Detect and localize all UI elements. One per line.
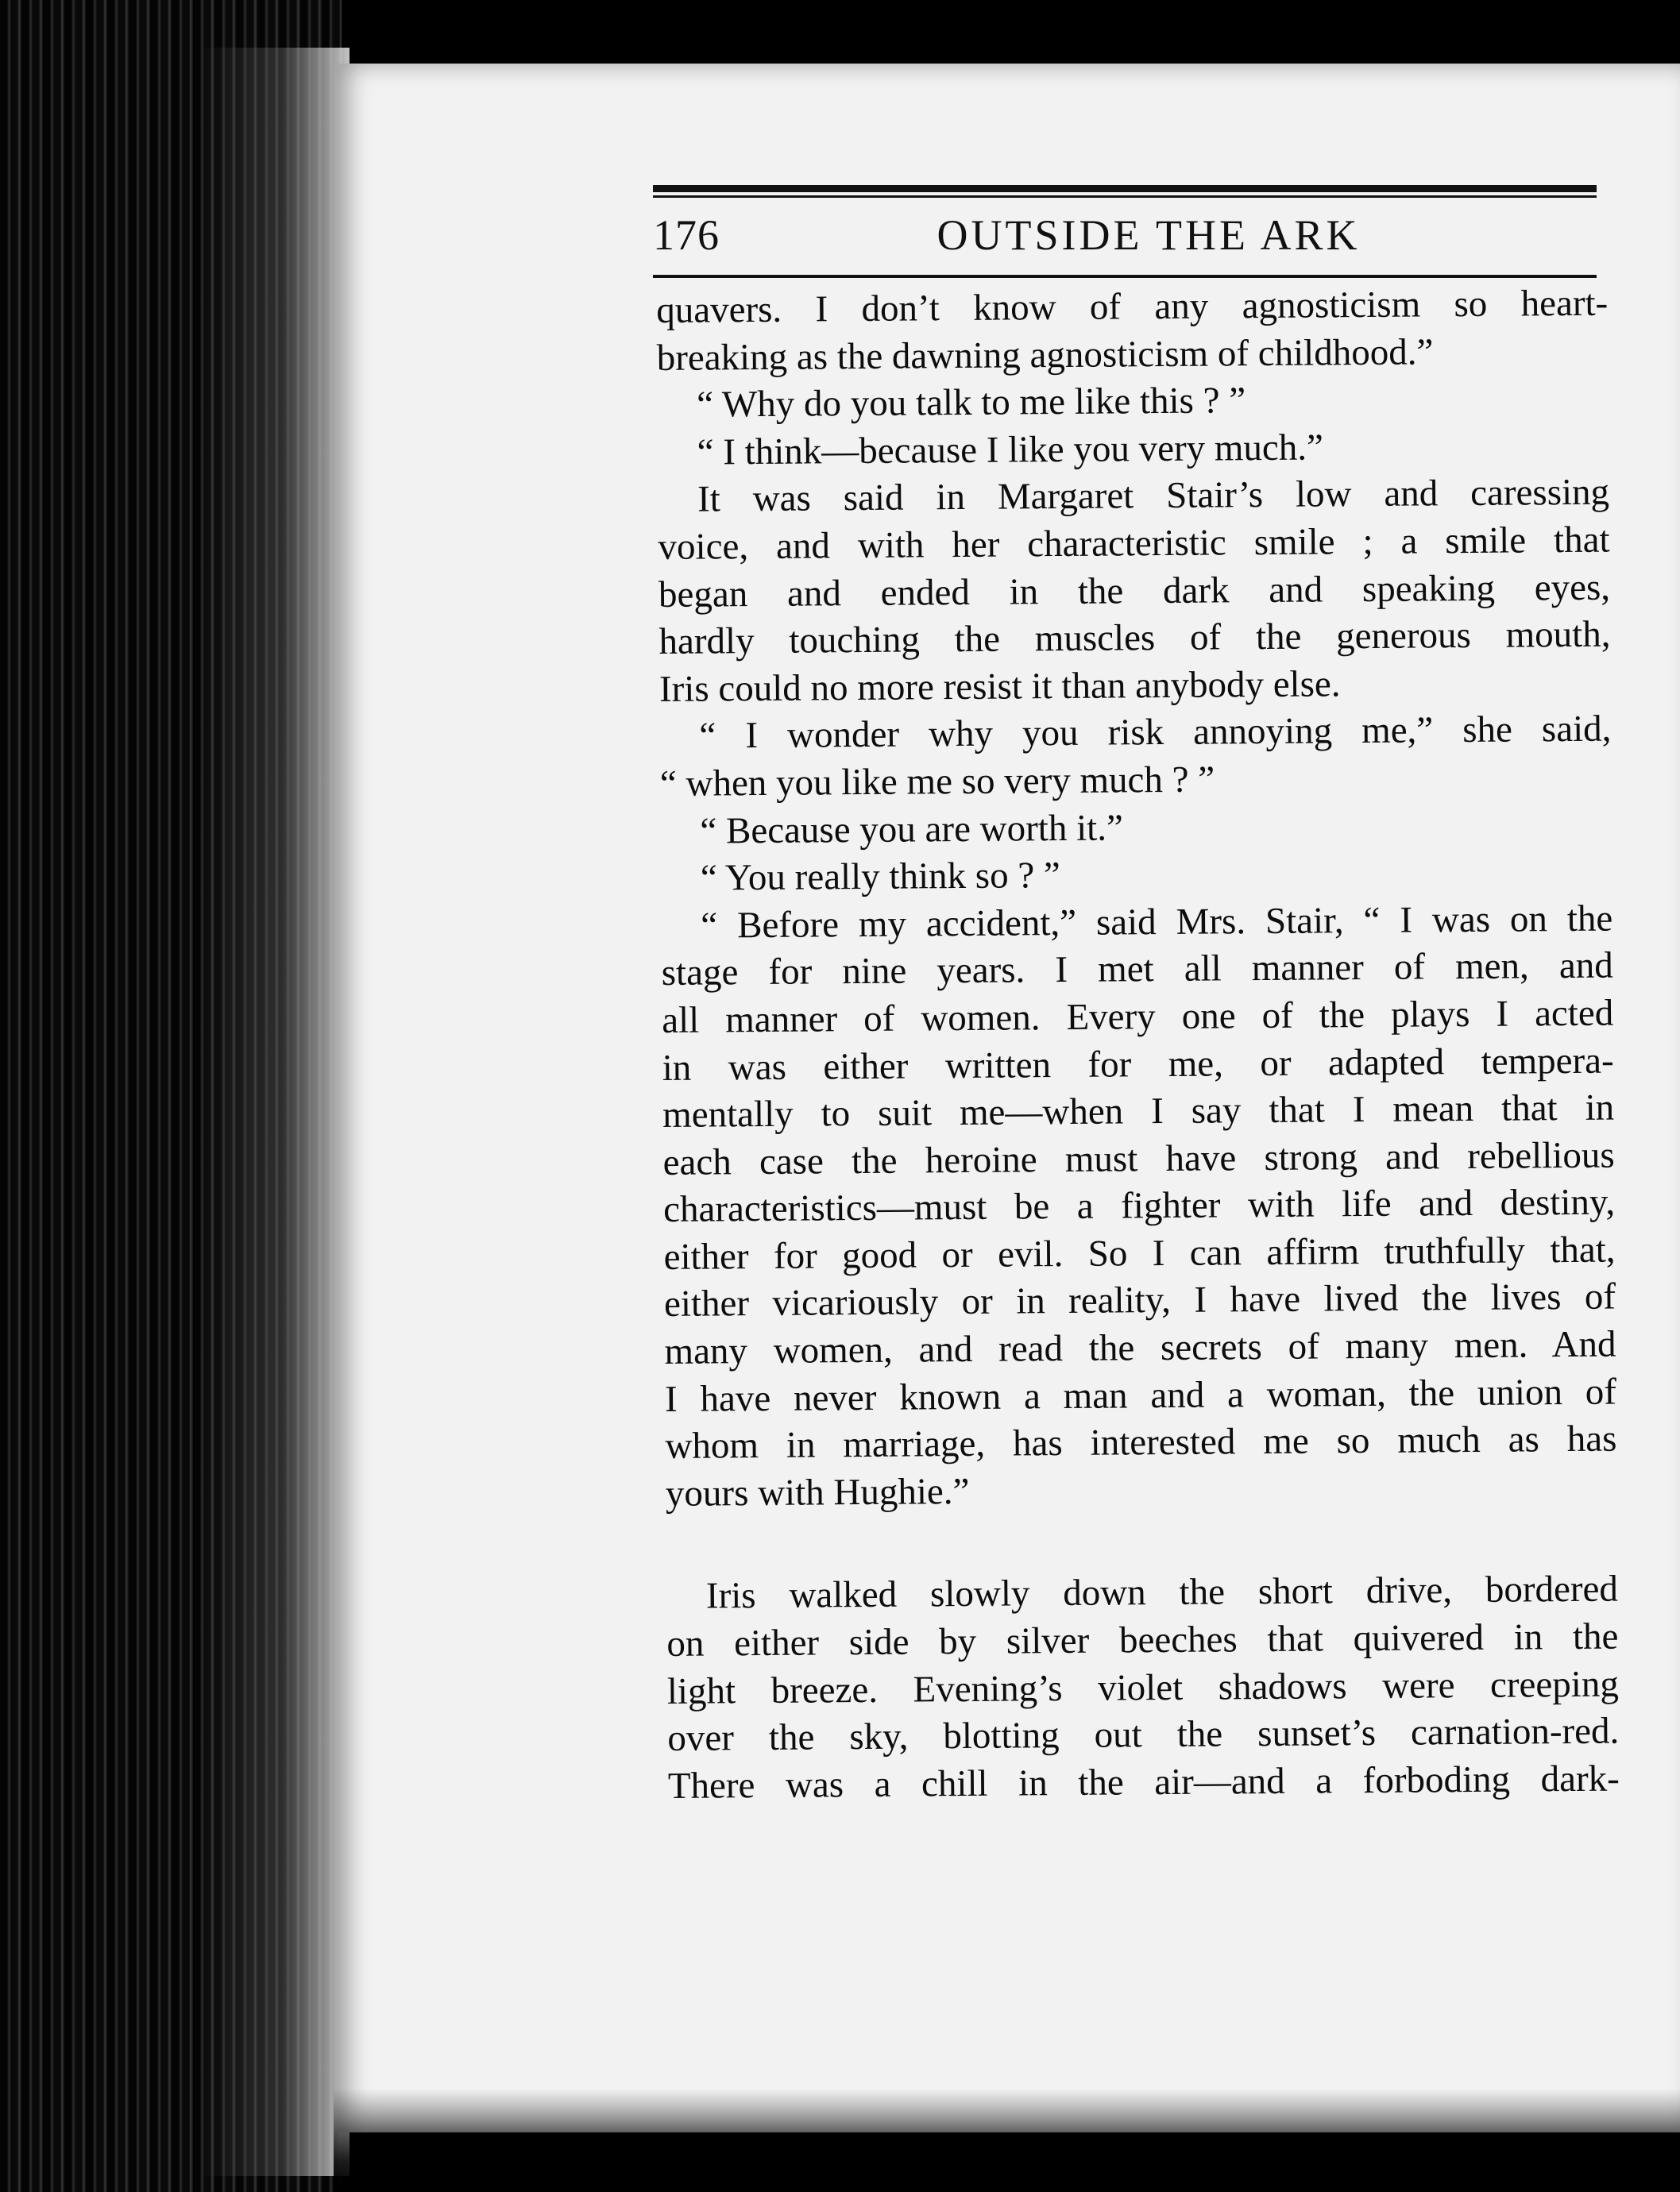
text-line: either vicariously or in reality, I have lived the lives of <box>663 1276 1616 1326</box>
header-rule-thick <box>653 185 1597 192</box>
text-line: each case the heroine must have strong and rebellious <box>662 1134 1615 1183</box>
text-line: quavers. I don’t know of any agnosticism so heart- <box>656 282 1609 331</box>
page-bottom-shadow <box>334 2089 1680 2192</box>
text-line: on either side by silver beeches that quivered in the <box>666 1615 1619 1665</box>
text-line: “ I think—because I like you very much.” <box>697 426 1324 473</box>
header-rule-thin <box>653 195 1597 198</box>
running-head-rule <box>653 275 1597 278</box>
text-line: “ Because you are worth it.” <box>700 806 1124 852</box>
text-line: began and ended in the dark and speaking eyes, <box>658 566 1611 616</box>
body-text <box>656 280 1620 1811</box>
running-title: OUTSIDE THE ARK <box>937 211 1361 259</box>
running-head <box>653 203 1597 266</box>
text-line: whom in marriage, has interested me so much as has <box>665 1418 1617 1468</box>
text-line: I have never known a man and a woman, the union of <box>664 1371 1617 1420</box>
text-line: Iris walked slowly down the short drive, bordered <box>705 1568 1619 1617</box>
text-line: yours with Hughie.” <box>665 1470 970 1515</box>
text-line: stage for nine years. I met all manner of men, and <box>661 944 1613 994</box>
text-line: voice, and with her characteristic smile ; a smile that <box>658 519 1610 568</box>
text-line: many women, and read the secrets of many men. And <box>664 1323 1616 1373</box>
text-line: “ Why do you talk to me like this ? ” <box>696 380 1246 426</box>
text-line: “ I wonder why you risk annoying me,” she said, <box>699 708 1612 757</box>
text-line: either for good or evil. So I can affirm truthfully that, <box>663 1229 1616 1278</box>
text-line: light breeze. Evening’s violet shadows were creeping <box>666 1663 1620 1712</box>
text-line: “ You really think so ? ” <box>700 855 1061 899</box>
text-line: hardly touching the muscles of the generous mouth, <box>658 613 1611 663</box>
text-line: over the sky, blotting out the sunset’s carnation-red. <box>667 1710 1620 1760</box>
gutter-shadow <box>199 48 350 2176</box>
text-line: Iris could no more resist it than anybody else. <box>658 662 1341 710</box>
text-line: breaking as the dawning agnosticism of childhood.” <box>656 330 1434 379</box>
section-break <box>666 1511 1618 1573</box>
text-line: “ when you like me so very much ? ” <box>659 758 1215 805</box>
text-line: all manner of women. Every one of the plays I acted <box>662 992 1614 1041</box>
page-number: 176 <box>653 211 720 259</box>
text-line: There was a chill in the air—and a forboding dark- <box>667 1758 1620 1807</box>
text-line: in was either written for me, or adapted tempera- <box>662 1040 1614 1089</box>
text-line: “ Before my accident,” said Mrs. Stair, “ I was on the <box>701 897 1613 947</box>
text-line: characteristics—must be a fighter with life and destiny, <box>662 1181 1616 1231</box>
text-line: It was said in Margaret Stair’s low and caressing <box>697 471 1610 520</box>
text-line: mentally to suit me—when I say that I mean that in <box>662 1086 1615 1137</box>
